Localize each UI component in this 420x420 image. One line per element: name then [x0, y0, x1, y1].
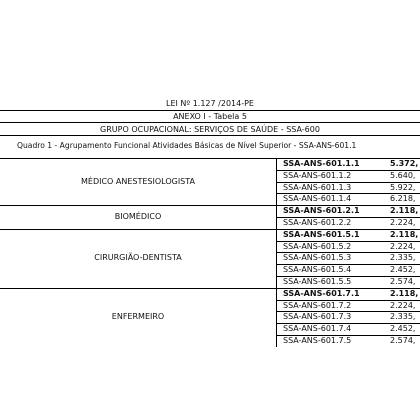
- row-code: SSA-ANS-601.5.3: [283, 253, 352, 263]
- row-code: SSA-ANS-601.7.3: [283, 312, 352, 322]
- quadro-title: Quadro 1 - Agrupamento Funcional Atividades Básicas de Nível Superior - SSA-ANS-601.1: [17, 141, 357, 150]
- row-code: SSA-ANS-601.7.5: [283, 336, 352, 345]
- row-code: SSA-ANS-601.1.1: [283, 159, 360, 168]
- row-code: SSA-ANS-601.5.4: [283, 265, 352, 275]
- row-value: 2.574,: [390, 277, 416, 286]
- row-value: 2.118,: [390, 288, 419, 298]
- row-code: SSA-ANS-601.7.1: [283, 288, 360, 298]
- group-name: BIOMÉDICO: [114, 212, 162, 221]
- rule: [0, 135, 420, 136]
- row-code: SSA-ANS-601.5.2: [283, 241, 352, 251]
- row-value: 2.224,: [390, 300, 416, 310]
- rule: [0, 110, 420, 111]
- row-code: SSA-ANS-601.1.3: [283, 182, 352, 192]
- row-value: 2.224,: [390, 218, 416, 227]
- row-value: 2.224,: [390, 241, 416, 251]
- rule: [0, 122, 420, 123]
- row-value: 2.574,: [390, 336, 416, 345]
- column-rule: [276, 158, 277, 347]
- lei-title: LEI Nº 1.127 /2014-PE: [166, 99, 254, 108]
- row-value: 2.452,: [390, 324, 416, 334]
- row-code: SSA-ANS-601.2.2: [283, 218, 352, 227]
- group-name: ENFERMEIRO: [111, 312, 165, 322]
- grupo-title: GRUPO OCUPACIONAL: SERVIÇOS DE SAÚDE - SSA-600: [100, 125, 320, 134]
- row-value: 2.335,: [390, 312, 416, 322]
- anexo-title: ANEXO I - Tabela 5: [173, 112, 247, 121]
- row-code: SSA-ANS-601.1.4: [283, 194, 352, 204]
- row-code: SSA-ANS-601.1.2: [283, 170, 352, 180]
- row-code: SSA-ANS-601.7.4: [283, 324, 352, 334]
- row-value: 5.922,: [390, 182, 416, 192]
- row-value: 2.118,: [390, 229, 419, 239]
- row-code: SSA-ANS-601.5.5: [283, 277, 352, 286]
- row-value: 5.372,: [390, 159, 419, 168]
- group-name: MÉDICO ANESTESIOLOGISTA: [80, 176, 195, 186]
- row-code: SSA-ANS-601.5.1: [283, 229, 360, 239]
- row-value: 5.640,: [390, 170, 416, 180]
- row-value: 2.118,: [390, 206, 419, 216]
- row-value: 2.452,: [390, 265, 416, 275]
- row-code: SSA-ANS-601.2.1: [283, 206, 360, 216]
- row-value: 2.335,: [390, 253, 416, 263]
- group-name: CIRURGIÃO-DENTISTA: [94, 253, 182, 263]
- row-value: 6.218,: [390, 194, 416, 204]
- row-code: SSA-ANS-601.7.2: [283, 300, 352, 310]
